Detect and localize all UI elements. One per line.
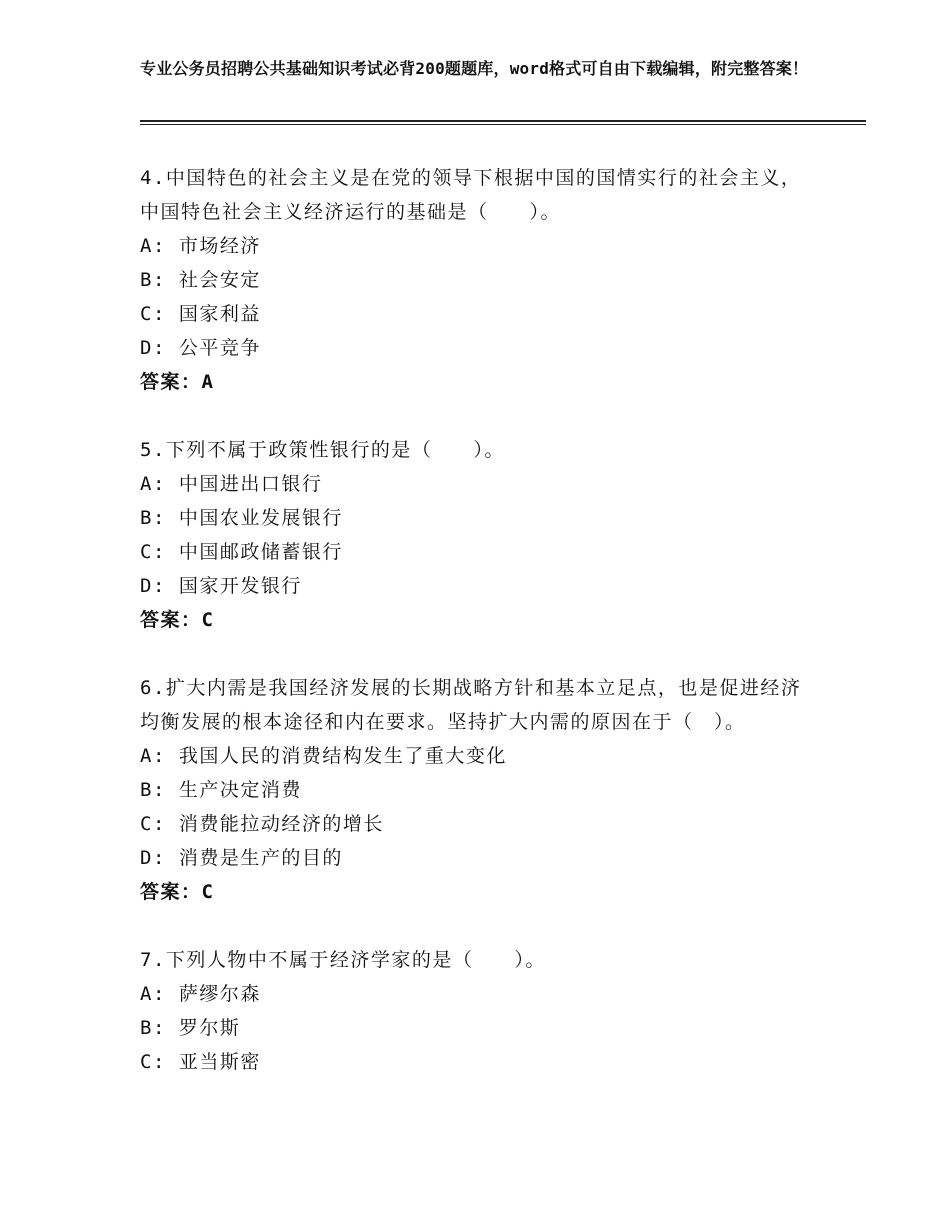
header-divider-thin <box>140 124 866 125</box>
option-d: D: 国家开发银行 <box>140 575 302 597</box>
question-stem: 6.扩大内需是我国经济发展的长期战略方针和基本立足点，也是促进经济均衡发展的根本途径和内在要求。坚持扩大内需的原因在于（ ）。 <box>140 677 802 733</box>
header-divider-thick <box>140 120 866 122</box>
option-a: A: 市场经济 <box>140 235 261 257</box>
option-c: C: 消费能拉动经济的增长 <box>140 813 384 835</box>
answer: 答案：A <box>140 371 215 393</box>
question-stem: 5.下列不属于政策性银行的是（ ）。 <box>140 439 505 461</box>
option-c: C: 亚当斯密 <box>140 1051 261 1073</box>
option-a: A: 萨缪尔森 <box>140 983 261 1005</box>
option-b: B: 中国农业发展银行 <box>140 507 343 529</box>
option-a: A: 我国人民的消费结构发生了重大变化 <box>140 745 507 767</box>
question-stem: 4.中国特色的社会主义是在党的领导下根据中国的国情实行的社会主义，中国特色社会主义经济运行的基础是（ ）。 <box>140 167 802 223</box>
option-b: B: 罗尔斯 <box>140 1017 241 1039</box>
question-6 <box>140 671 805 909</box>
option-a: A: 中国进出口银行 <box>140 473 323 495</box>
question-7 <box>140 943 805 1079</box>
option-c: C: 国家利益 <box>140 303 261 325</box>
question-stem: 7.下列人物中不属于经济学家的是（ ）。 <box>140 949 546 971</box>
answer: 答案：C <box>140 609 215 631</box>
page-header: 专业公务员招聘公共基础知识考试必背200题题库，word格式可自由下载编辑，附完整答案！ <box>140 59 809 78</box>
question-5 <box>140 433 805 637</box>
option-d: D: 公平竞争 <box>140 337 261 359</box>
option-c: C: 中国邮政储蓄银行 <box>140 541 343 563</box>
answer: 答案：C <box>140 881 215 903</box>
option-b: B: 社会安定 <box>140 269 261 291</box>
option-b: B: 生产决定消费 <box>140 779 302 801</box>
question-4 <box>140 161 805 399</box>
option-d: D: 消费是生产的目的 <box>140 847 343 869</box>
question-list <box>140 161 805 1113</box>
